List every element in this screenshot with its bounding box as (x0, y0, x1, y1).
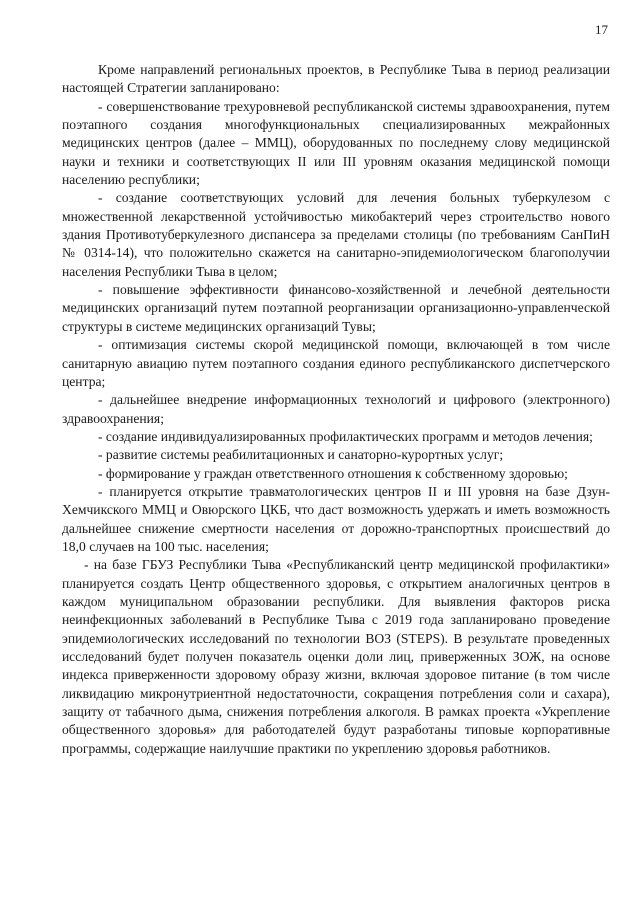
paragraph-item: - совершенствование трехуровневой республиканской системы здравоохранения, путем поэтапного создания многофункциональных специализированных межрайонных медицинских центров (далее – ММЦ), оборудованных по последнему слову медицинской науки и техники и соответствующих II или III уровням оказания медицинской помощи населению республики; (62, 98, 610, 188)
paragraph-item: - развитие системы реабилитационных и санаторно-курортных услуг; (98, 447, 504, 463)
page-number: 17 (595, 22, 608, 37)
paragraph-item: - дальнейшее внедрение информационных технологий и цифрового (электронного) здравоохранения; (62, 392, 610, 426)
body-text (62, 61, 610, 758)
paragraph-item: - планируется открытие травматологических центров II и III уровня на базе Дзун-Хемчикского ММЦ и Овюрского ЦКБ, что даст возможность удержать и иметь возможность дальнейшее снижение смертности населения от дорожно-транспортных происшествий до 18,0 случаев на 100 тыс. населения; (62, 483, 610, 554)
paragraph-item: - создание индивидуализированных профилактических программ и методов лечения; (98, 428, 593, 444)
paragraph-item: - формирование у граждан ответственного отношения к собственному здоровью; (98, 465, 568, 481)
paragraph-item: - повышение эффективности финансово-хозяйственной и лечебной деятельности медицинских организаций путем поэтапной реорганизации организационно-управленческой структуры в системе медицинских организаций Тувы; (62, 282, 610, 334)
paragraph-item: - создание соответствующих условий для лечения больных туберкулезом с множественной лекарственной устойчивостью микобактерий через строительство нового здания Противотуберкулезного диспансера за пределами столицы (по требованиям СанПиН № 0314-14), что положительно скажется на санитарно-эпидемиологическом благополучии населения Республики Тыва в целом; (62, 190, 610, 279)
paragraph-item: - на базе ГБУЗ Республики Тыва «Республиканский центр медицинской профилактики» планируется создать Центр общественного здоровья, с открытием аналогичных центров в каждом муниципальном образовании республики. Для выявления факторов риска неинфекционных заболеваний в Республике Тыва с 2019 года запланировано проведение эпидемиологических исследований по технологии ВОЗ (STEPS). В результате проведенных исследований будет получен показатель оценки доли лиц, приверженных ЗОЖ, на основе индекса приверженности здоровому образу жизни, включая здоровое питание (в том числе ликвидацию микронутриентной недостаточности, сокращения потребления соли и сахара), защиту от табачного дыма, снижения потребления алкоголя. В рамках проекта «Укрепление общественного здоровья» для работодателей будут разработаны типовые корпоративные программы, содержащие наилучшие практики по укреплению здоровья работников. (62, 557, 610, 756)
paragraph-intro: Кроме направлений региональных проектов, в Республике Тыва в период реализации настоящей Стратегии запланировано: (62, 62, 610, 96)
paragraph-item: - оптимизация системы скорой медицинской помощи, включающей в том числе санитарную авиацию путем поэтапного создания единого республиканского диспетчерского центра; (62, 337, 610, 389)
